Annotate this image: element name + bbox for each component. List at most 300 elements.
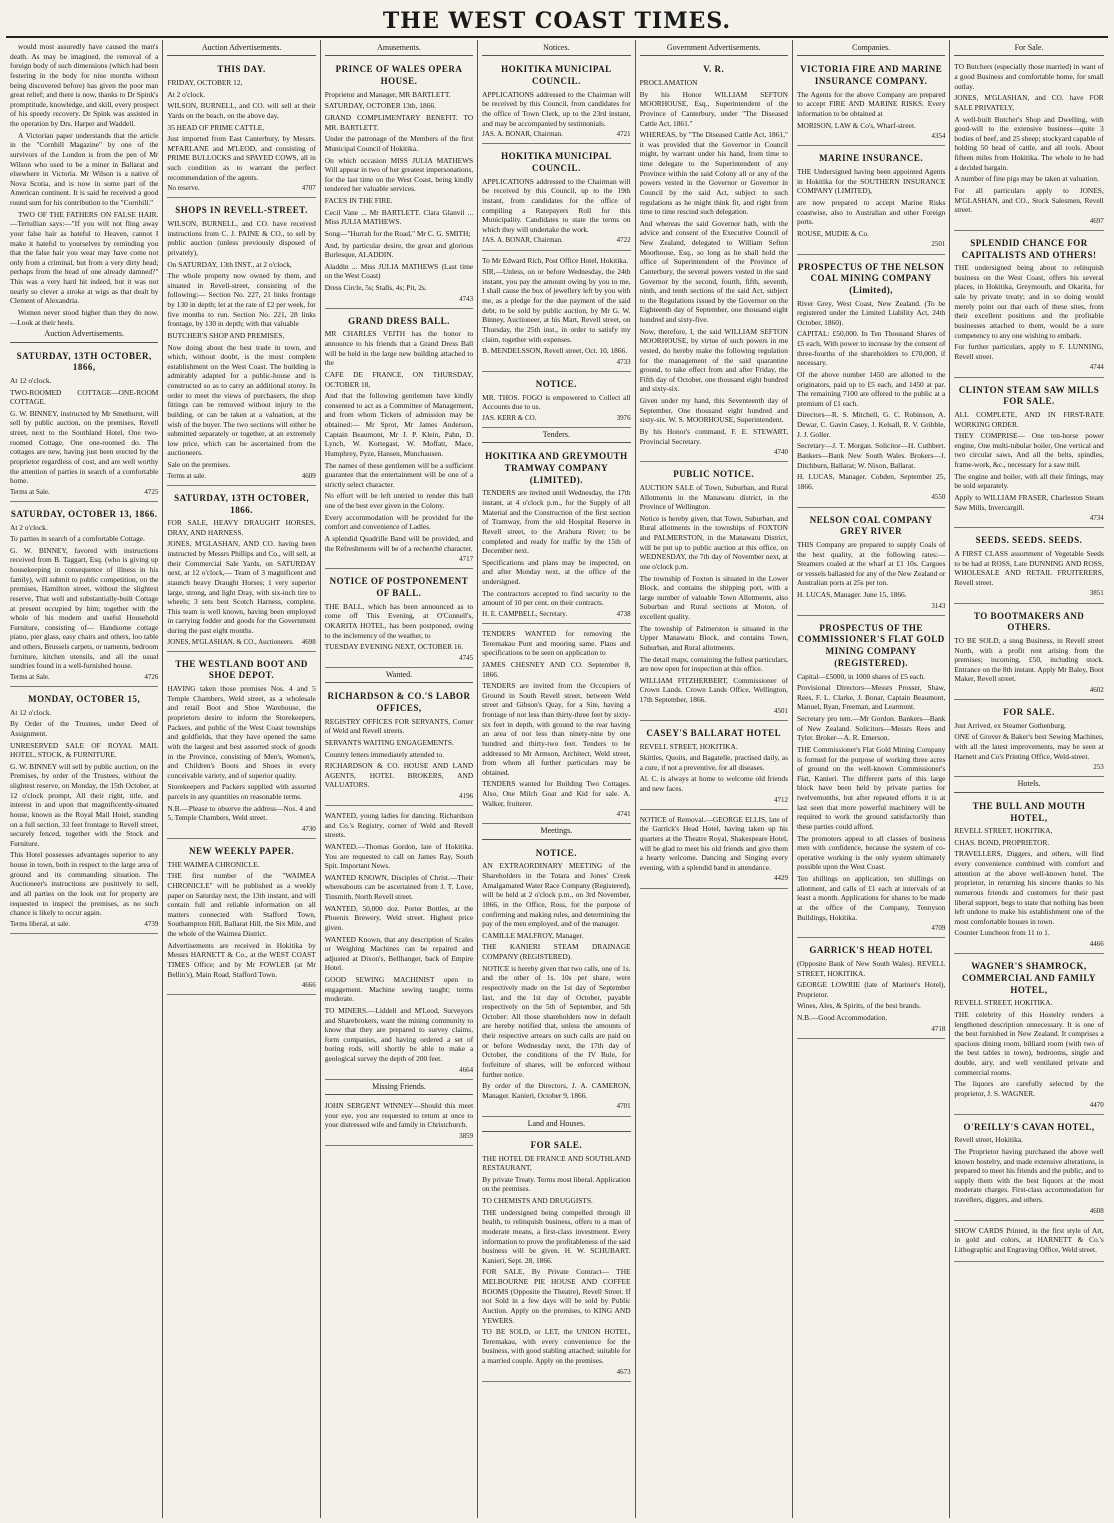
ad-text: TO MINERS.—Liddell and M'Leod, Surveyors and Sharebrokers, want the mining community to know that they are prepared to survey claims, form companies, and having ordered a set of boring rods, will shortly be able to make a geological survey the depth of 200 feet. bbox=[324, 1005, 474, 1064]
column-2 bbox=[163, 40, 320, 1518]
ad-footer bbox=[167, 981, 315, 990]
advertisement bbox=[954, 796, 1103, 954]
ad-text: Capital—£5000, in 1000 shares of £5 each. bbox=[796, 671, 926, 681]
ad-text: On which occasion MISS JULIA MATHEWS Will appear in two of her greatest impersonations, for the last time on the West Coast, being kindly tendered her valuable services. bbox=[324, 155, 474, 194]
ad-number: 4466 bbox=[1089, 940, 1104, 949]
ad-number: 4709 bbox=[931, 924, 946, 933]
ad-heading: FOR SALE. bbox=[530, 1139, 583, 1150]
ad-footer bbox=[954, 1207, 1103, 1216]
ad-footer bbox=[482, 610, 630, 619]
ad-text: AN EXTRAORDINARY MEETING of the Shareholders in the Totara and Jones' Creek Amalgamated Water Race Company (Registered), will be held at 2 o'clock p.m., on 3rd November, 1866, in the Office, Ross, for the purpose of confirming and making rules, and determining the pay of the men employed, and of the manager. bbox=[482, 861, 631, 929]
ad-text: are now prepared to accept Marine Risks coastwise, also to Australian and other Foreign ports. bbox=[796, 197, 946, 227]
ad-text: WANTED.—Thomas Gordon, late of Hokitika. You are requested to call on James Ray, South Spit. Important News. bbox=[324, 841, 474, 871]
ad-text: CHAS. BOND, PROPRIETOR. bbox=[954, 837, 1050, 847]
advertisement bbox=[167, 59, 315, 198]
ad-footer bbox=[10, 488, 158, 497]
ad-text: CAMILLE MALFROY, Manager. bbox=[482, 930, 584, 940]
ad-heading: SATURDAY, OCTOBER 13, 1866. bbox=[10, 508, 158, 519]
ad-text: At 2 o'clock. bbox=[167, 89, 206, 99]
advertisement bbox=[640, 59, 788, 462]
ad-text: JONES, M'GLASHAN, and CO. have FOR SALE PRIVATELY, bbox=[954, 93, 1104, 112]
ad-text: WANTED Known, that any description of Scales or Weighing Machines can be repaired and adjusted at Dixon's, Bellhanger, back of Empire Hotel. bbox=[324, 934, 474, 973]
advertisement bbox=[325, 311, 473, 570]
ad-number: 4608 bbox=[1089, 1206, 1104, 1215]
ad-text: Every accommodation will be provided for the comfort and convenience of Ladies. bbox=[324, 512, 474, 532]
ad-text: By his Honor WILLIAM SEFTON MOORHOUSE, Esq., Superintendent of the Province of Canterbury, under "The Diseased Cattle Act, 1861." bbox=[639, 89, 788, 128]
ad-heading: SHOPS IN REVELL-STREET. bbox=[175, 205, 308, 216]
ad-text: Aladdin ... Miss JULIA MATHEWS (Last time on the West Coast) bbox=[324, 261, 474, 281]
section-heading: Hotels. bbox=[954, 779, 1103, 792]
ad-terms: Terms liberal, at sale. bbox=[10, 919, 70, 928]
ad-text: WILSON, BURNELL, and CO. will sell at their Yards on the beach, on the above day, bbox=[167, 101, 316, 120]
ad-text: The names of these gentlemen will be a sufficient guarantee that the entertainment will be one of a strictly select character. bbox=[324, 460, 474, 489]
ad-text: THE Undersigned having been appointed Agents in Hokitika for the SOUTHERN INSURANCE COMPANY (LIMITED), bbox=[796, 167, 946, 196]
ad-terms: JAS. KERR & CO. bbox=[482, 413, 537, 422]
advertisement bbox=[954, 380, 1103, 529]
ad-text: Cecil Vane ... Mr BARTLETT. Clara Glanvil ... Miss JULIA MATHEWS. bbox=[324, 207, 474, 227]
ad-text: THE BALL, which has been announced as to come off This Evening, at O'Connell's, OKARITA HOTEL, has been postponed, owing to the inclemency of the weather, to bbox=[324, 601, 474, 640]
ad-heading: CLINTON STEAM SAW MILLS FOR SALE. bbox=[958, 384, 1100, 407]
ad-text: THIS Company are prepared to supply Coals of the best quality, at the following rates:— Steamers coaled at the wharf at £1 10s. Cargoes or vessels ballasted for any of the New Zealand or Australian ports at 25s per ton. bbox=[796, 539, 946, 588]
ad-text: N.B.—Good Accommodation. bbox=[796, 1013, 888, 1023]
ad-text: Country letters immediately attended to. bbox=[324, 749, 445, 759]
ad-text: THE undersigned being compelled through ill health, to relinquish business, offers to a man of moderate means, a first-class investment. Every information to prove the profitableness of the said business will be given. H. W. SCHUBART. Kanieri, Sept. 28, 1866. bbox=[482, 1207, 631, 1265]
ad-footer bbox=[954, 514, 1103, 523]
advertisement bbox=[954, 1117, 1103, 1221]
ad-text: TO CHEMISTS AND DRUGGISTS. bbox=[482, 1196, 593, 1206]
ad-number: 4550 bbox=[931, 493, 946, 502]
ad-text: To parties in search of a comfortable Cottage. bbox=[10, 534, 145, 544]
ad-text: REVELL STREET, HOKITIKA. bbox=[639, 741, 738, 751]
ad-heading: NOTICE. bbox=[535, 847, 577, 858]
ad-terms: No reserve. bbox=[167, 184, 200, 193]
ad-text: For all particulars apply to JONES, M'GLASHAN, and CO., Stock Salesmen, Revell street. bbox=[954, 185, 1104, 215]
ad-text: THEY COMPRISE— One ten-horse power engine, One multi-tubular boiler, One vertical and two circular saws, And all the belts, spindles, frame-work, &c., necessary for a saw mill. bbox=[954, 431, 1104, 470]
ad-text: G. W. BINNEY, instructed by Mr Smethurst, will sell by public auction, on the premises, Revell street, next to the Southland Hotel, One two-roomed Cottage, One one-roomed do. The cottages are new, having just been erected by the proprietor regardless of cost, and are well worthy the attention of parties in search of a comfortable home. bbox=[10, 408, 159, 486]
ad-footer bbox=[167, 184, 315, 193]
advertisement bbox=[482, 446, 630, 624]
advertisement bbox=[954, 530, 1103, 603]
ad-text: For further particulars, apply to F. LUNNING, Revell street. bbox=[954, 342, 1104, 361]
ad-number: 4721 bbox=[616, 130, 631, 139]
ad-text: APPLICATIONS addressed to the Chairman will be received by this Council, up to the 19th instant, from candidates for the office of compiling a Ratepayers Roll for this Municipality. Candidates to state the terms on which they will undertake the work. bbox=[482, 176, 631, 234]
ad-text: Sale on the premises. bbox=[167, 460, 231, 470]
ad-text: A FIRST CLASS assortment of Vegetable Seeds to be had at ROSS, Late DUNNING AND ROSS, WHOLESALE AND RETAIL FRUITERERS, Revell street. bbox=[954, 548, 1104, 587]
ad-text: NOTICE is hereby given that two calls, one of 1s. and the other of 1s. 10s per share, were respectively made on the 1st day of September last, and the 1st day of October, payable respectively on the 5th of September, and 5th October: All those shareholders now in default are hereby notified that, unless the amounts of their respective arrears on such calls are paid on or before Wednesday next, the 17th day of October, the conditions of the IV Rule, for forfeiture of shares, will be enforced without further notice. bbox=[482, 963, 631, 1079]
ad-text: Revell street, Hokitika. bbox=[954, 1135, 1023, 1145]
ad-text: SATURDAY, OCTOBER 13th, 1866. bbox=[324, 101, 436, 111]
ad-number: 3859 bbox=[459, 1132, 474, 1141]
ad-footer bbox=[954, 686, 1103, 695]
ad-heading: SEEDS. SEEDS. SEEDS. bbox=[975, 535, 1083, 546]
article-paragraph: Women never stood higher than they do now.—Look at their heels. bbox=[10, 307, 159, 327]
column-1 bbox=[6, 40, 163, 1518]
ad-text: The whole property now owned by them, and situated in Revell-street, consisting of the following:— Section No. 227, 21 links frontage by 130 in depth; let at the rate of £2 per week, for five months to run. Section No. 221, 28 links frontage, by 130 in depth; with that valuable bbox=[167, 271, 316, 329]
ad-text: The liquors are carefully selected by the proprietor, J. S. WAGNER. bbox=[954, 1079, 1104, 1098]
ad-footer bbox=[10, 920, 158, 929]
ad-text: WILSON, BURNELL, and CO. have received instructions from C. J. PAINE & CO., to sell by public auction (unless previously disposed of privately), bbox=[167, 219, 316, 257]
ad-heading: THE WESTLAND BOOT AND SHOE DEPOT. bbox=[175, 658, 308, 681]
ad-text: On SATURDAY, 13th INST., at 2 o'clock, bbox=[167, 259, 292, 269]
ad-footer bbox=[167, 472, 315, 481]
ad-terms: JONES, M'GLASHAN, & CO., Auctioneers. bbox=[167, 637, 294, 646]
ad-text: TO BE SOLD, or LET, the UNION HOTEL, Teremakau, with every convenience for the business, with good stabling attached; suitable for a married couple. Apply on the premises. bbox=[482, 1327, 631, 1366]
advertisement bbox=[482, 1135, 630, 1382]
ad-heading: PROSPECTUS OF THE NELSON COAL MINING COMPANY (Limited), bbox=[798, 261, 945, 295]
advertisement bbox=[640, 723, 788, 810]
advertisement bbox=[167, 654, 315, 839]
ad-number: 4196 bbox=[459, 792, 474, 800]
advertisement bbox=[954, 702, 1103, 777]
ad-heading: NEW WEEKLY PAPER. bbox=[189, 846, 295, 857]
ad-terms: JAS. A. BONAR, Chairman. bbox=[482, 236, 563, 245]
ad-text: G. W. BINNEY will sell by public auction, on the Premises, by order of the Trustees, without the slightest reserve, on Monday, the 15th October, at 12 o'clock prompt, All their right, title, and interest in and upon that magnificently-situated house, known as the Royal Mail Hotel, standing on a full section, 33 feet frontage to Revell street, securely fenced, together with the Stock and Furniture. bbox=[10, 761, 159, 848]
ad-text: By private Treaty. Terms most liberal. Application on the premises. bbox=[482, 1174, 631, 1194]
ad-footer bbox=[482, 130, 630, 139]
ad-number: 4738 bbox=[616, 609, 631, 618]
ad-text: B. MENDELSSON, Revell street, Oct. 10, 1866. bbox=[482, 346, 628, 356]
ad-footer bbox=[640, 448, 788, 457]
ad-terms: Terms at sale. bbox=[167, 471, 206, 480]
advertisement bbox=[640, 464, 788, 721]
ad-number: 4666 bbox=[301, 981, 316, 990]
ad-number: 4712 bbox=[773, 795, 788, 804]
ad-heading: TO BOOTMAKERS AND OTHERS. bbox=[973, 610, 1085, 633]
ad-footer bbox=[167, 638, 315, 647]
ad-footer bbox=[482, 414, 630, 423]
ad-text: By order of the Directors, J. A. CAMERON, Manager. Kanieri, October 9, 1866. bbox=[482, 1081, 631, 1100]
ad-number: 4722 bbox=[616, 236, 631, 245]
ad-footer bbox=[797, 240, 945, 249]
ad-footer bbox=[640, 707, 788, 716]
masthead: THE WEST COAST TIMES. bbox=[382, 8, 732, 34]
ad-text: At 12 o'clock. bbox=[10, 375, 52, 385]
ad-number: 4726 bbox=[144, 672, 159, 681]
ad-text: Now doing about the best trade in town, and which, without doubt, is the most complete establishment on the West Coast. The building is admirably adapted for a public-house and is constructed so as to carry an additional storey. In order to meet the views of purchasers, the shop fittings can be removed without injury to the building, or can be taken at a valuation, at the wish of the buyer. The two sections will either be submitted separately or together, at an extremely low price, which can be ascertained from the auctioneers. bbox=[167, 342, 316, 458]
column-7 bbox=[950, 40, 1107, 1518]
ad-heading: MARINE INSURANCE. bbox=[819, 153, 924, 164]
advertisement bbox=[640, 812, 788, 889]
advertisement bbox=[482, 374, 630, 428]
ad-text: Under the patronage of the Members of the first Municipal Council of Hokitika. bbox=[324, 134, 474, 153]
ad-footer bbox=[797, 493, 945, 502]
ad-footer bbox=[325, 654, 473, 663]
ad-number: 4744 bbox=[1089, 363, 1104, 372]
ad-text: TENDERS are invited until Wednesday, the 17th instant, at 4 o'clock p.m., for the Supply of all Material and the Construction of the first section of Tramway, from the old Hospital Reserve in Revell street, to the Arahura River; to be completed and ready for traffic by the 15th of December next. bbox=[482, 488, 631, 556]
column-6 bbox=[793, 40, 950, 1518]
ad-text: WANTED, 50,000 doz. Porter Bottles, at the Phoenix Brewery, Weld street. Highest price given. bbox=[324, 903, 474, 932]
ad-text: Notice is hereby given, that Town, Suburban, and Rural allotments in the townships of FOXTON and PALMERSTON, in the Manawatu District, will be put up to public auction at this office, on WEDNESDAY, the 7th day of November next, at one o'clock p.m. bbox=[639, 513, 788, 571]
ad-footer bbox=[954, 1101, 1103, 1110]
ad-text: The Proprietor having purchased the above well known hostelry, and made extensive alterations, is prepared to meet his friends and the public, and to supply them with the best liquors at the most moderate charges. First-class accommodation for travellers, diggers, and others. bbox=[954, 1146, 1104, 1205]
ad-footer bbox=[167, 825, 315, 834]
ad-text: HAVING taken those premises Nos. 4 and 5 Temple Chambers, Weld street, as a wholesale and retail Boot and Shoe Warehouse, the proprietors desire to inform the Storekeepers, Packers, and public of the West Coast townships and goldfields, that they have opened the same with the largest and best assorted stock of goods in the Province, consisting of Men's, Women's, and Children's Boots and Shoes in every conceivable variety, and of superior quality. bbox=[167, 684, 316, 780]
ad-footer bbox=[640, 796, 788, 805]
ad-text: REGISTRY OFFICES FOR SERVANTS, Corner of Weld and Revell streets. bbox=[324, 716, 474, 736]
ad-footer bbox=[797, 602, 945, 611]
ad-footer bbox=[954, 363, 1103, 372]
ad-text: The township of Foxton is situated in the Lower Block, and contains the shipping port, with a large number of valuable Town Allotments, also Suburban and Rural sections at Moton, of excellent quality. bbox=[639, 573, 788, 622]
ad-text: GRAND COMPLIMENTARY BENEFIT. TO MR. BARTLETT. bbox=[324, 113, 474, 132]
ad-number: 4718 bbox=[931, 1024, 946, 1033]
ad-text: TENDERS WANTED for removing the Teremakau Punt and mooring same. Plans and specifications to be seen on application to bbox=[482, 629, 631, 658]
ad-heading: NELSON COAL COMPANY GREY RIVER bbox=[809, 514, 933, 537]
ad-text: Song—"Hurrah for the Road," Mr C. G. SMITH; bbox=[324, 228, 471, 238]
ad-text: Just imported from East Canterbury, by Messrs. M'FARLANE and M'LEOD, and consisting of PRIME BULLOCKS and SPAYED COWS, all in such condition as to warrant the perfect recommendation of the agents. bbox=[167, 134, 316, 182]
ad-terms: JAS. A. BONAR, Chairman. bbox=[482, 130, 563, 139]
ad-text: Ten shillings on application, ten shillings on allotment, and calls of £1 each at intervals of at least a month. Applications for shares to be made at the office of the Company, Tennyson Buildings, Hokitika. bbox=[796, 874, 946, 922]
ad-text: ALL COMPLETE, AND IN FIRST-RATE WORKING ORDER. bbox=[954, 409, 1104, 429]
ad-heading: HOKITIKA MUNICIPAL COUNCIL. bbox=[501, 151, 612, 174]
ad-text: Directors—R. S. Mitchell, G. C. Robinson, A. Dewar, C. Gavin Casey, J. Kelsall, R. V. Gribble, J. J. Goller. bbox=[796, 410, 946, 439]
ad-text: A well-built Butcher's Shop and Dwelling, with good-will to the extensive business—quite 3 bodies of beef, and 25 sheep; stockyard capable of holding 50 head of cattle, and all tools. About fifteen miles from Hokitika. The whole to be had a decided bargain. bbox=[954, 114, 1104, 172]
ad-text: Advertisements are received in Hokitika by Messrs HARNETT & Co., at the WEST COAST TIMES Office; and by Mr FOWLER (at Mr Bellin's), Main Road, Stafford Town. bbox=[167, 940, 316, 979]
ad-heading: VICTORIA FIRE AND MARINE INSURANCE COMPANY. bbox=[800, 64, 943, 87]
ad-text: GOOD SEWING MACHINIST open to engagement. Machine sewing taught; terms moderate. bbox=[324, 975, 474, 1004]
ad-text: Storekeepers and Packers supplied with assorted parcels in any quantities on reasonable terms. bbox=[167, 782, 316, 802]
ad-text: UNRESERVED SALE OF ROYAL MAIL HOTEL, STOCK, & FURNITURE. bbox=[10, 740, 159, 760]
ad-text: JONES, M'GLASHAN, AND CO. having been instructed by Messrs Phillips and Co., will sell, at their Commercial Sale Yards, on SATURDAY next, at 12 o'clock,— Team of 3 magnificent and staunch heavy Draught Horses; 1 very superior large, strong, and light Dray, with six-inch tire to wheels; 3 sets best Scotch Harness, complete. This team is well known, having been employed in carrying fodder and goods for the Government during the past eight months. bbox=[167, 539, 316, 636]
ad-text: N.B.—Please to observe the address—Nos. 4 and 5, Temple Chambers, Weld street. bbox=[167, 803, 316, 823]
article-paragraph: A Victorian paper understands that the article in the "Cornhill Magazine" by one of the survivors of the London is from the pen of Mr Wilson who used to be a miner in Ballarat and elsewhere in Victoria. Mr Wilson is a native of Nova Scotia, and is now in some part of the American continent. It is said he received a good round sum for his contribution to the "Cornhill." bbox=[10, 130, 159, 207]
ad-terms: Terms at Sale. bbox=[10, 672, 50, 681]
advertisement bbox=[954, 956, 1103, 1114]
ad-footer bbox=[325, 295, 473, 304]
ad-text: The township of Palmerston is situated in the Upper Manawatu Block, and contains Town, Suburban, and Rural allotments. bbox=[639, 623, 788, 652]
ad-text: THE HOTEL DE FRANCE AND SOUTHLAND RESTAURANT, bbox=[482, 1153, 631, 1173]
ad-text: ONE of Grover & Baker's best Sewing Machines, with all the latest improvements, may be seen at Harnett and Co's Printing Office, Weld-street. bbox=[954, 732, 1104, 761]
ad-text: BUTCHER'S SHOP AND PREMISES, bbox=[167, 330, 285, 340]
ad-number: 4739 bbox=[144, 919, 159, 928]
ad-heading: CASEY'S BALLARAT HOTEL bbox=[646, 727, 782, 738]
ad-text: FACES IN THE FIRE. bbox=[324, 196, 393, 206]
ad-text: NOTICE of Removal.—GEORGE ELLIS, late of the Garrick's Head Hotel, having taken up his quarters at the Theatre Royal, Shakespeare Hotel, will be glad to meet his old friends and give them a hearty welcome. Dancing and Singing every evening, with a splendid band in attendance. bbox=[639, 814, 788, 872]
ad-footer bbox=[954, 217, 1103, 226]
ad-number: 4429 bbox=[773, 874, 788, 883]
ad-text: H. LUCAS, Manager. June 15, 1866. bbox=[796, 590, 907, 600]
section-heading: Missing Friends. bbox=[325, 1082, 473, 1095]
column-5 bbox=[636, 40, 793, 1518]
ad-footer bbox=[954, 589, 1103, 598]
ad-footer bbox=[325, 1066, 473, 1075]
advertisement bbox=[797, 510, 945, 616]
ad-number: 4743 bbox=[459, 294, 474, 303]
ad-footer bbox=[325, 555, 473, 564]
ad-text: Apply to WILLIAM FRASER, Charleston Steam Saw Mills, Invercargill. bbox=[954, 492, 1104, 512]
ad-footer bbox=[482, 236, 630, 245]
ad-text: JAMES CHESNEY AND CO. September 8, 1866. bbox=[482, 659, 631, 679]
ad-text: Just Arrived, ex Steamer Gothenburg, bbox=[954, 720, 1066, 730]
ad-text: TO BE SOLD, a snug Business, in Revell street North, with a profit rent arising from the premises; incoming, £50, including stock. Entrance on the 8th instant. Apply Mr Baley, Boot Maker, Revell street. bbox=[954, 635, 1104, 684]
section-heading: Meetings. bbox=[482, 826, 630, 839]
ad-text: RICHARDSON & CO. HOUSE AND LAND AGENTS, HOTEL BROKERS, AND VALUATORS. bbox=[324, 761, 474, 790]
ad-text: At 2 o'clock. bbox=[10, 522, 48, 532]
ad-terms: Terms at Sale. bbox=[10, 487, 50, 496]
ad-text: 35 HEAD OF PRIME CATTLE, bbox=[167, 122, 265, 132]
ad-text: Wines, Ales, & Spirits, of the best brands. bbox=[796, 1001, 921, 1011]
ad-text: CAPITAL: £50,000. In Ten Thousand Shares of £5 each, With power to increase by the consent of three-fourths of the shareholders to £70,000, if necessary. bbox=[796, 329, 946, 368]
ad-text: The Agents for the above Company are prepared to accept FIRE AND MARINE RISKS. Every information to be obtained at bbox=[796, 89, 946, 119]
ad-heading: WAGNER'S SHAMROCK, COMMERCIAL AND FAMILY HOTEL, bbox=[962, 961, 1097, 995]
ad-text: WILLIAM FITZHERBERT, Commissioner of Crown Lands. Crown Lands Office, Wellington, 17th September, 1866. bbox=[639, 675, 788, 705]
ad-terms: H. E. CAMPBELL, Secretary. bbox=[482, 609, 568, 618]
ad-heading: FOR SALE. bbox=[1003, 707, 1055, 718]
ad-heading: NOTICE. bbox=[535, 378, 577, 389]
ad-text: The promoters appeal to all classes of business men with confidence, because the system of co-operative working is the only system ultimately possible upon the West Coast. bbox=[796, 833, 946, 872]
ad-text: TWO-ROOMED COTTAGE—ONE-ROOM COTTAGE. bbox=[10, 387, 159, 407]
ad-heading: PRINCE OF WALES OPERA HOUSE. bbox=[335, 64, 463, 87]
ad-text: H. LUCAS, Manager. Cobden, September 25, 1866. bbox=[796, 472, 946, 491]
ad-number: 4664 bbox=[459, 1065, 474, 1074]
ad-number: 4725 bbox=[144, 487, 159, 496]
advertisement bbox=[325, 571, 473, 668]
section-heading: Land and Houses. bbox=[482, 1119, 630, 1132]
section-heading: For Sale. bbox=[954, 43, 1103, 56]
ad-text: FOR SALE, By Private Contract— THE MELBOURNE PIE HOUSE AND COFFEE ROOMS (Opposite the Theatre), Revell Street. If not Sold in a few days will be sold by Public Auction. Apply on the premises, to KING AND YEWERS. bbox=[482, 1267, 631, 1325]
ad-heading: O'REILLY'S CAVAN HOTEL, bbox=[963, 1121, 1095, 1132]
ad-text: Of the above number 1450 are allotted to the originators, paid up to £5 each, and 1450 at par. The remaining 7100 are offered to the public at a premium of £1 each. bbox=[796, 369, 946, 408]
masthead-rule bbox=[6, 36, 1108, 38]
section-heading: Companies. bbox=[797, 43, 945, 56]
ad-number: 3143 bbox=[931, 601, 946, 610]
advertisement bbox=[167, 841, 315, 995]
ad-text: SIR,—Unless, on or before Wednesday, the 24th instant, you pay the amount owing by you to me, I shall cause the box of jewellery left by you with me, as a pledge for the due payment of the said debt, to be sold by public auction, by Mr G. W. Binney, Auctioneer, at his Mart, Revell street, on Thursday, the 25th inst., in order to satisfy my claim, together with expenses. bbox=[482, 267, 631, 344]
ad-number: 4707 bbox=[301, 184, 316, 193]
ad-text: And, by particular desire, the great and glorious Burlesque, ALADDIN. bbox=[324, 240, 474, 260]
ad-text: Specifications and plans may be inspected, on and after Monday next, at the office of the undersigned. bbox=[482, 557, 631, 587]
ad-text: Proprietor and Manager, MR BARTLETT. bbox=[324, 89, 451, 99]
ad-number: 4730 bbox=[301, 824, 316, 833]
ad-text: THE WAIMEA CHRONICLE. bbox=[167, 859, 260, 869]
ad-heading: GRAND DRESS BALL. bbox=[348, 315, 450, 326]
ad-text: WHEREAS, by "The Diseased Cattle Act, 1861," it was provided that the Governor in Council might, by warrant under his hand, from time to time delegate to the Superintendent of any Province within the said Colony all or any of the powers vested in the Governor or Governor in Council by the said Act, subject to such regulations as he might think fit, and right from time to time rescind such delegation. bbox=[639, 130, 788, 217]
ad-footer bbox=[640, 874, 788, 883]
ad-heading: V. R. bbox=[703, 64, 725, 75]
section-heading: Wanted. bbox=[325, 670, 473, 683]
ad-text: ROUSE, MUDIE & Co. bbox=[796, 228, 870, 238]
ad-number: 4698 bbox=[301, 637, 316, 646]
advertisement bbox=[10, 346, 158, 502]
advertisement bbox=[167, 200, 315, 485]
ad-number: 4733 bbox=[616, 357, 631, 366]
ad-text: MR. THOS. FOGO is empowered to Collect all Accounts due to us. bbox=[482, 392, 631, 412]
ad-footer bbox=[482, 358, 630, 367]
ad-text: MORISON, LAW & Co's, Wharf-street. bbox=[796, 120, 916, 130]
advertisement bbox=[797, 618, 945, 938]
ad-text: Skittles, Quoits, and Bagatelle, practised daily, as a cure, if not a preventive, for all diseases. bbox=[639, 753, 788, 772]
ad-text: River Grey, West Coast, New Zealand. (To be registered under the Limited Liability Act, 24th October, 1860). bbox=[796, 298, 946, 327]
column-4 bbox=[478, 40, 635, 1518]
ad-number: 4701 bbox=[616, 1102, 631, 1111]
ad-footer bbox=[325, 1132, 473, 1141]
ad-text: THE undersigned being about to relinquish business on the West Coast, offers his several places, in Hokitika, Greymouth, and Okarita, for sale by private treaty; and in so doing would merely point out that each of these sites, from their excellent positions and the profitable businesses attached to them, would be a sure competency to any one wishing to embark. bbox=[954, 263, 1104, 340]
ad-number: 3976 bbox=[616, 413, 631, 422]
ad-number: 4609 bbox=[301, 471, 316, 480]
ad-number: 4354 bbox=[931, 132, 946, 141]
advertisement bbox=[10, 504, 158, 687]
advertisement bbox=[482, 626, 630, 824]
ad-text: The contractors accepted to find security to the amount of 10 per cent. on their contracts. bbox=[482, 588, 631, 608]
ad-text: At 12 o'clock. bbox=[10, 707, 52, 717]
ad-text: A splendid Quadrille Band will be provided, and the Refreshments will be of a recherché character. bbox=[324, 533, 474, 553]
news-article bbox=[10, 42, 158, 327]
ad-text: Now, therefore, I, the said WILLIAM SEFTON MOORHOUSE, by virtue of such powers in me vested, do hereby make the following regulation for the management of the said quarantine ground, to take effect from and after Friday, the Fifth day of October, one thousand eight hundred and sixty-six. bbox=[639, 326, 788, 394]
ad-text: This Hotel possesses advantages superior to any house in town, both in respect to the large area of ground and its commanding situation. The Auctioneer's instructions are positively to sell, and all parties on the look out for property are requested to inspect the premises, as no such chance is likely to occur again. bbox=[10, 850, 159, 918]
ad-text: FOR SALE, HEAVY DRAUGHT HORSES, DRAY, AND HARNESS. bbox=[167, 518, 316, 537]
ad-number: 3851 bbox=[1089, 589, 1104, 598]
ad-heading: MONDAY, OCTOBER 15, bbox=[28, 694, 141, 705]
section-heading: Auction Advertisements. bbox=[167, 43, 315, 56]
ad-text: JOHN SERGENT WINNEY—Should this meet your eye, you are requested to return at once to your distressed wife and family in Christchurch. bbox=[324, 1101, 474, 1130]
ad-heading: RICHARDSON & CO.'S LABOR OFFICES, bbox=[327, 691, 471, 713]
section-heading: Auction Advertisements. bbox=[10, 329, 158, 342]
section-heading: Notices. bbox=[482, 43, 630, 56]
section-heading: Tenders. bbox=[482, 430, 630, 443]
ad-text: The detail maps, containing the fullest particulars, are now open for inspection at this office. bbox=[639, 654, 788, 674]
ad-heading: NOTICE OF POSTPONEMENT OF BALL. bbox=[329, 576, 469, 598]
ad-text: SERVANTS WAITING ENGAGEMENTS. bbox=[324, 737, 454, 747]
section-heading: Government Advertisements. bbox=[640, 43, 788, 56]
ad-number: 4602 bbox=[1089, 686, 1104, 695]
advertisement bbox=[797, 940, 945, 1039]
advertisement bbox=[954, 59, 1103, 230]
ad-text: A number of fine pigs may be taken at valuation. bbox=[954, 174, 1099, 184]
ad-text: THE KANIERI STEAM DRAINAGE COMPANY (REGISTERED). bbox=[482, 942, 631, 962]
ad-footer bbox=[325, 792, 473, 801]
ad-number: 4673 bbox=[616, 1367, 631, 1376]
advertisement bbox=[797, 257, 945, 508]
ad-text: FRIDAY, OCTOBER 12, bbox=[167, 78, 243, 88]
ad-heading: THE BULL AND MOUTH HOTEL, bbox=[972, 800, 1086, 823]
ad-heading: THIS DAY. bbox=[217, 64, 266, 75]
ad-text: AUCTION SALE of Town, Suburban, and Rural Allotments in the Manawatu district, in the Province of Wellington. bbox=[639, 482, 788, 512]
ad-heading: HOKITIKA MUNICIPAL COUNCIL. bbox=[501, 64, 612, 87]
ad-text: Provisional Directors—Messrs Prosser, Shaw, Rees, F. L. Clarke, J. Bonar, Captain Beaumont, Manuel, Ryan, Freeman, and Learmont. bbox=[796, 683, 946, 712]
ad-text: WANTED, young ladies for dancing. Richardson and Co.'s Registry, corner of Weld and Revell streets. bbox=[324, 811, 474, 840]
ad-text: REVELL STREET, HOKITIKA, bbox=[954, 826, 1053, 836]
advertisement bbox=[10, 689, 158, 934]
ad-text: GEORGE LOWRIE (late of Mariner's Hotel), Proprietor. bbox=[796, 980, 946, 999]
ad-footer bbox=[954, 940, 1103, 949]
ad-text: To Mr Edward Rich, Post Office Hotel, Hokitika. bbox=[482, 255, 629, 265]
ad-footer bbox=[482, 810, 630, 819]
ad-number: 4717 bbox=[459, 555, 474, 564]
ad-text: And whereas the said Governor hath, with the advice and consent of the Executive Council of New Zealand, delegated to William Sefton Moorhouse, Esq., so long as he shall hold the office of Superintendent of the Province of Canterbury, the several powers vested in the said Governor by the second, fourth, fifth, seventh, ninth, and tenth sections of the said Act, subject to the Regulations issued by the Governor on the Eighteenth day of September, one thousand eight hundred and sixty-five. bbox=[639, 218, 788, 325]
columns-container bbox=[6, 40, 1108, 1518]
advertisement bbox=[325, 686, 473, 806]
ad-heading: GARRICK'S HEAD HOTEL bbox=[809, 945, 933, 956]
ad-heading: PUBLIC NOTICE. bbox=[673, 469, 755, 480]
ad-text: Given under my hand, this Seventeenth day of September, One thousand eight hundred and sixty-six. W. S. MOORHOUSE, Superintendent. bbox=[639, 396, 788, 425]
ad-number: 253 bbox=[1093, 763, 1104, 772]
ad-footer bbox=[10, 673, 158, 682]
ad-text: THE Commissioner's Flat Gold Mining Company is formed for the purpose of working three acres of ground on the well-known Commissioner's Flat, Kanieri. The different parts of this large block have been held by private parties for twelvemonths, but after repeated efforts it is at last seen that more powerful machinery will be required to work the ground satisfactorily than these parties could afford. bbox=[796, 744, 946, 831]
advertisement bbox=[325, 1098, 473, 1146]
ad-text: APPLICATIONS addressed to the Chairman will be received by this Council, from candidates for the office of Town Clerk, up to the 23rd instant, and may be accompanied by testimonials. bbox=[482, 89, 631, 128]
ad-text: And that the following gentlemen have kindly consented to act as a Committee of Management, and from whom Tickets of admission may be obtained:— Mr Sprot, Mr James Anderson, Captain Beaumont, Mr J. P. Klein, Pahn, D. Lynch, W. Kortegast, W. Moffatt, Mace, Humphrey, Pyze, Hansen, Munchausen. bbox=[324, 391, 474, 458]
ad-text: TRAVELLERS, Diggers, and others, will find every convenience combined with comfort and attention at the above well-known hotel. The proprietor, in returning his sincere thanks to his numerous friends and customers for their past liberal support, begs to state that nothing has been left undone to make his establishment one of the most comfortable houses in town. bbox=[954, 849, 1104, 926]
ad-footer bbox=[482, 1368, 630, 1377]
ad-text: TO Butchers (especially those married) in want of a good Business and comfortable home, for small outlay. bbox=[954, 62, 1104, 91]
ad-text: Al. C. is always at home to welcome old friends and new faces. bbox=[639, 774, 788, 794]
advertisement bbox=[482, 59, 630, 144]
advertisement bbox=[167, 488, 315, 652]
advertisement bbox=[325, 59, 473, 308]
ad-text: Secretary pro tem.—Mr Gordon. Bankers—Bank of New Zealand. Solicitors—Messrs Rees and Tyler. Broker—A. R. Emerson. bbox=[796, 714, 946, 743]
ad-heading: PROSPECTUS OF THE COMMISSIONER'S FLAT GOLD MINING COMPANY (REGISTERED). bbox=[797, 622, 945, 668]
ad-number: 4697 bbox=[1089, 216, 1104, 225]
advertisement bbox=[954, 1223, 1103, 1262]
